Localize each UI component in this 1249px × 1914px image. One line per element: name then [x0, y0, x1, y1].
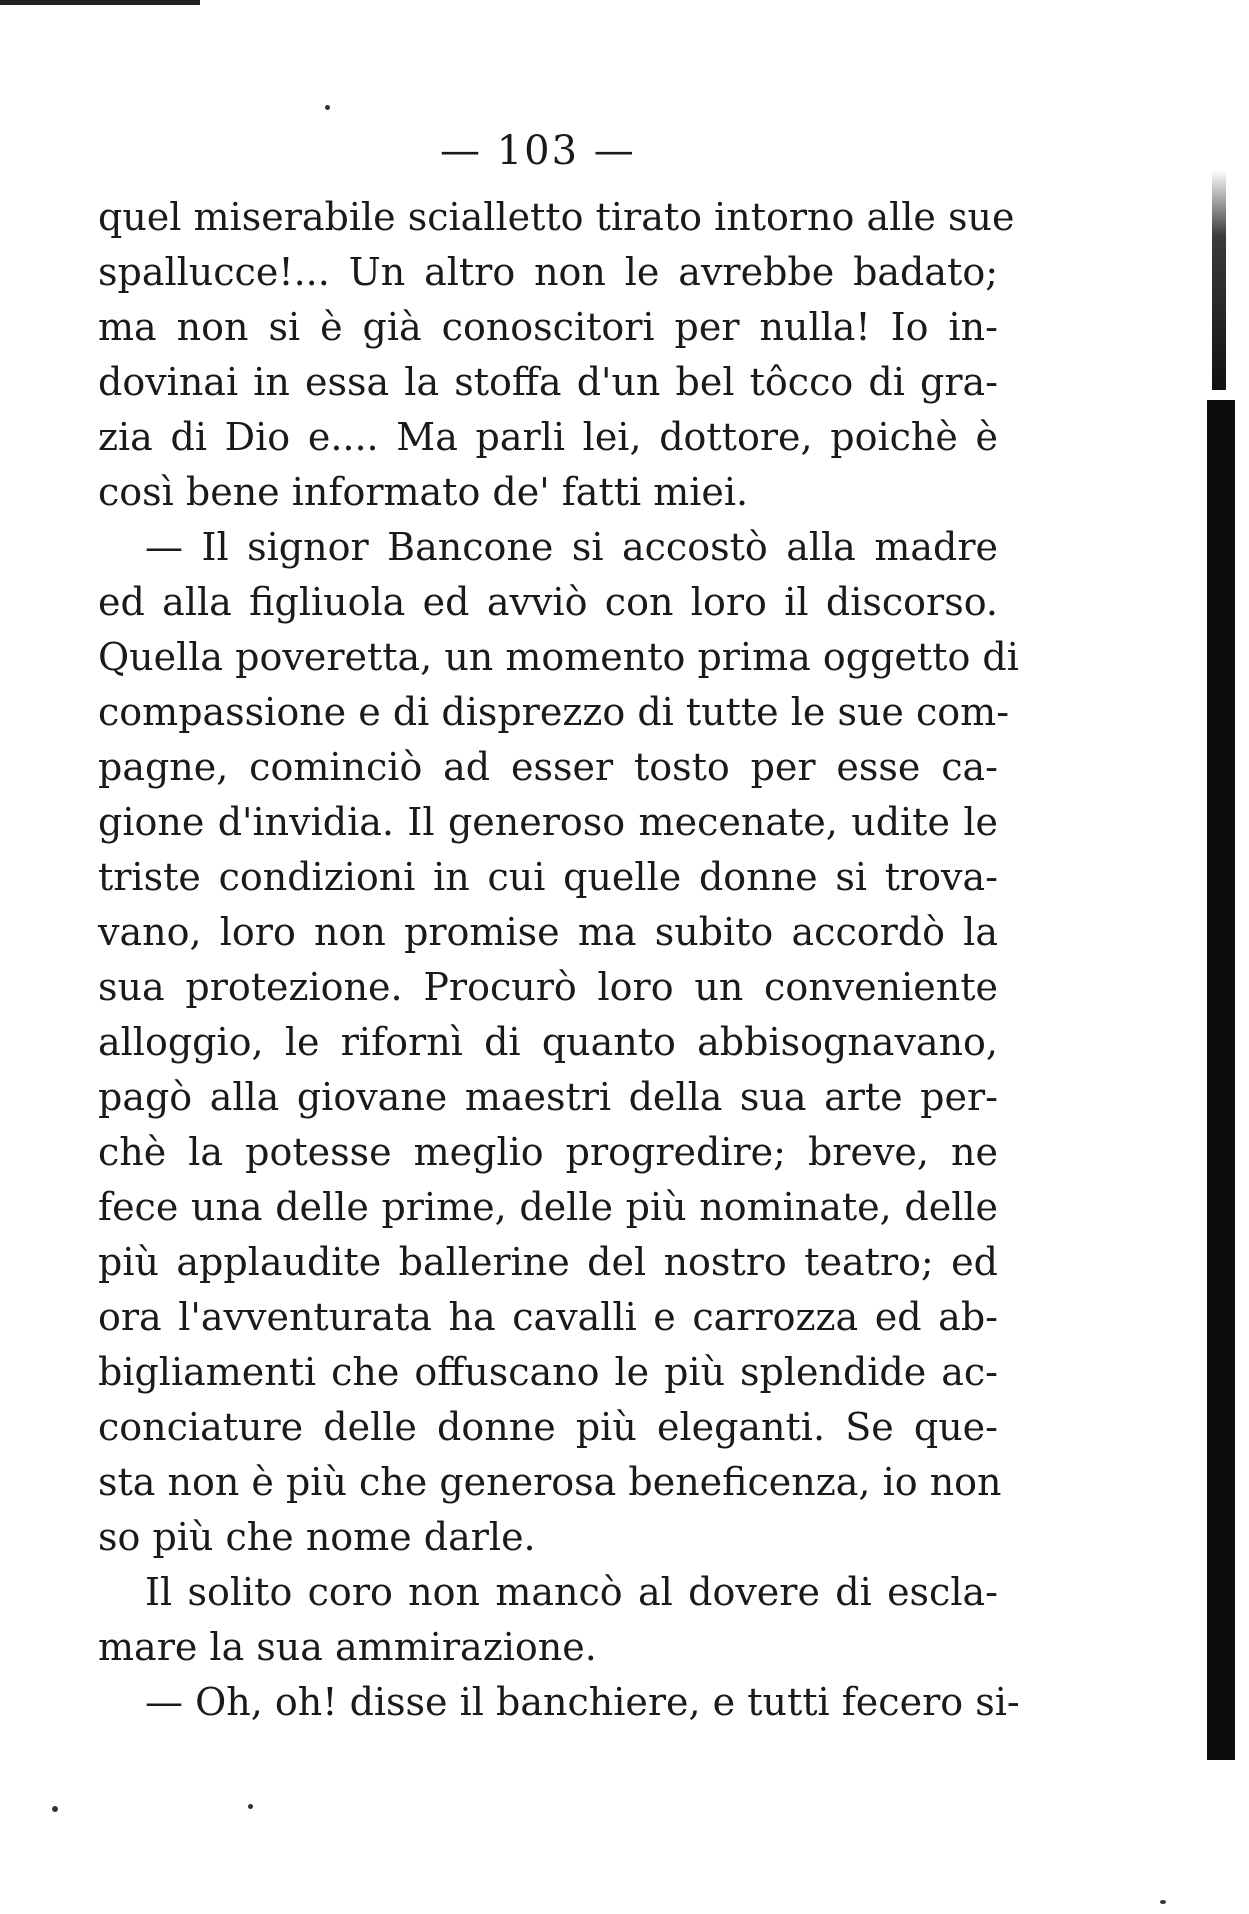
text-line: dovinai in essa la stoffa d'un bel tôcco di gra- — [98, 360, 998, 404]
ink-speck — [325, 105, 330, 110]
page-edge-bar — [1207, 400, 1235, 1760]
text-line: spallucce!... Un altro non le avrebbe badato; — [98, 250, 998, 294]
top-edge-mark — [0, 0, 200, 5]
ink-speck — [1160, 1900, 1166, 1904]
text-line: bigliamenti che offuscano le più splendide ac- — [98, 1350, 998, 1394]
text-line: so più che nome darle. — [98, 1515, 536, 1559]
text-line: quel miserabile scialletto tirato intorno alle sue — [98, 195, 1015, 239]
text-line: gione d'invidia. Il generoso mecenate, udite le — [98, 800, 998, 844]
text-line: — Oh, oh! disse il banchiere, e tutti fecero si- — [145, 1680, 1020, 1724]
text-line: pagne, cominciò ad esser tosto per esse ca- — [98, 745, 998, 789]
text-line: mare la sua ammirazione. — [98, 1625, 597, 1669]
text-line: fece una delle prime, delle più nominate, delle — [98, 1185, 998, 1229]
page-edge-shadow — [1212, 170, 1226, 390]
text-line: triste condizioni in cui quelle donne si trova- — [98, 855, 998, 899]
text-line: alloggio, le rifornì di quanto abbisognavano, — [98, 1020, 998, 1064]
text-line: chè la potesse meglio progredire; breve, ne — [98, 1130, 998, 1174]
ink-speck — [248, 1804, 253, 1809]
text-line: sta non è più che generosa beneficenza, io non — [98, 1460, 1002, 1504]
text-line: ma non si è già conoscitori per nulla! Io in- — [98, 305, 998, 349]
text-line: conciature delle donne più eleganti. Se que- — [98, 1405, 998, 1449]
text-line: pagò alla giovane maestri della sua arte per- — [98, 1075, 998, 1119]
page-number: — 103 — — [440, 128, 636, 174]
text-line: ed alla figliuola ed avviò con loro il discorso. — [98, 580, 998, 624]
text-line: Il solito coro non mancò al dovere di escla- — [145, 1570, 998, 1614]
text-line: vano, loro non promise ma subito accordò la — [98, 910, 998, 954]
text-line: più applaudite ballerine del nostro teatro; ed — [98, 1240, 998, 1284]
ink-speck — [52, 1806, 58, 1812]
text-line: — Il signor Bancone si accostò alla madre — [145, 525, 998, 569]
text-line: ora l'avventurata ha cavalli e carrozza ed ab- — [98, 1295, 998, 1339]
text-line: così bene informato de' fatti miei. — [98, 470, 749, 514]
text-line: compassione e di disprezzo di tutte le sue com- — [98, 690, 1010, 734]
text-line: zia di Dio e.... Ma parli lei, dottore, poichè è — [98, 415, 998, 459]
body-text — [98, 190, 1020, 1730]
text-line: sua protezione. Procurò loro un conveniente — [98, 965, 998, 1009]
text-line: Quella poveretta, un momento prima oggetto di — [98, 635, 1019, 679]
